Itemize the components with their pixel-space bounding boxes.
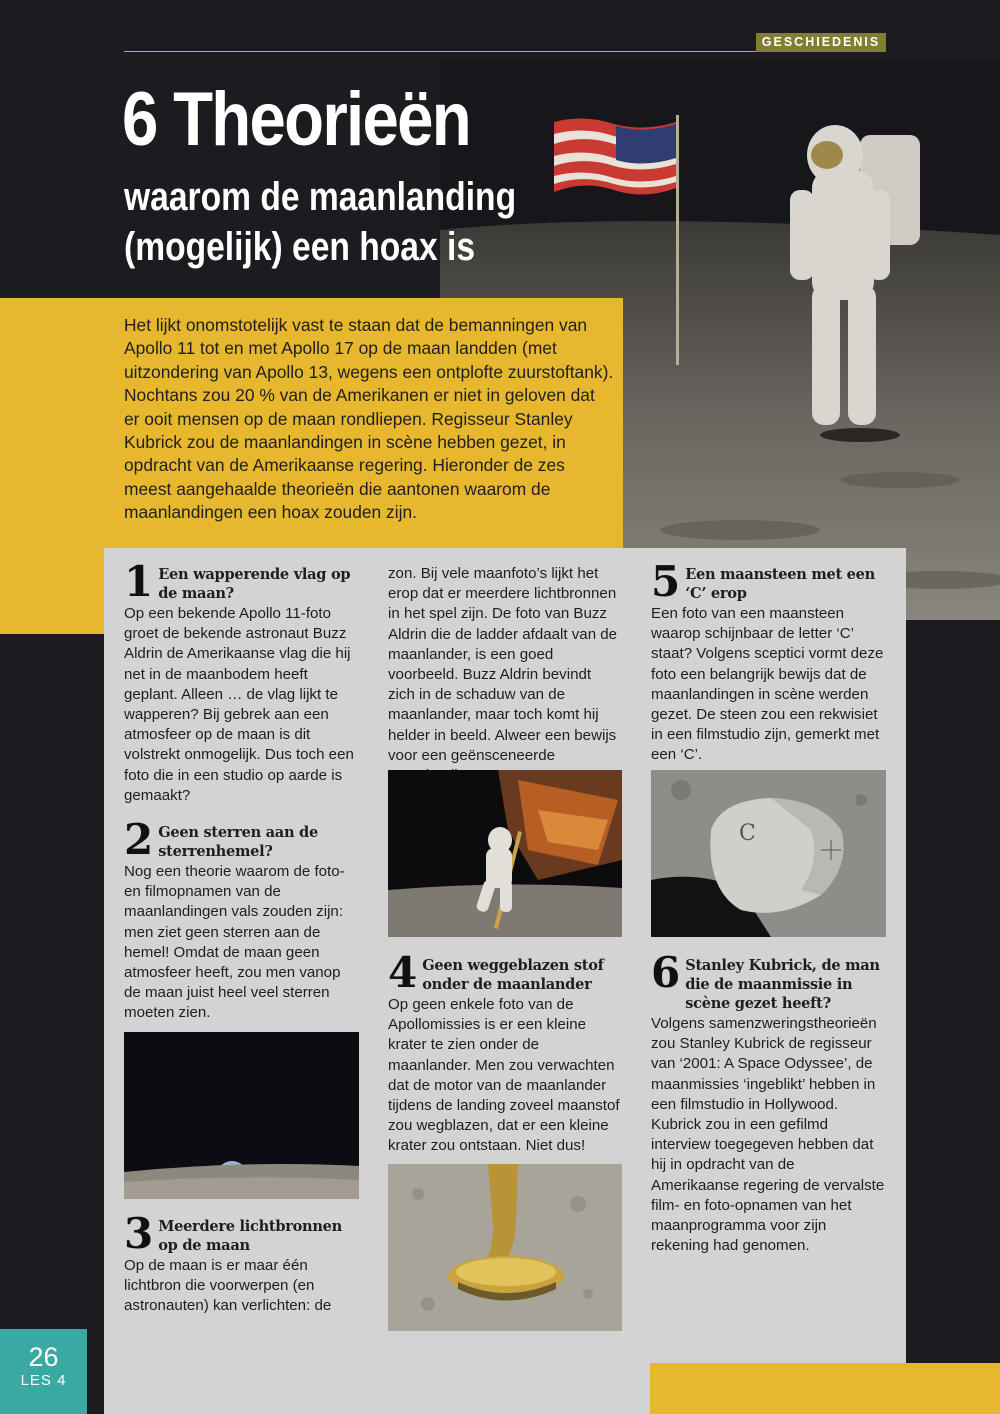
earthrise-photo: [124, 1032, 359, 1199]
theory-1: [124, 557, 358, 806]
theory-heading: Geen sterren aan de sterrenhemel?: [158, 824, 318, 860]
theory-3-continued: [388, 564, 622, 786]
svg-text:C: C: [739, 821, 756, 846]
theory-text: Volgens samenzweringstheorieën zou Stanley Kubrick de regisseur van ‘2001: A Space Odyssee’, de maanmissies ‘ingeblikt’ hebben in een filmstudio in Hollywood. Kubrick zou in een gefilmd interview toegegeven hebben dat hij in opdracht van de Amerikaanse regering de vervalste film- en foto-opnamen van het maanprogramma voor zijn rekening had genomen.: [651, 1015, 885, 1255]
theory-5: [651, 557, 885, 766]
lesson-label: LES 4: [20, 1372, 67, 1389]
theory-heading: Meerdere lichtbronnen op de maan: [158, 1218, 342, 1254]
theory-number: 2: [124, 815, 154, 864]
lander-footpad-photo: [388, 1164, 622, 1331]
lunar-module-ladder-photo: [388, 770, 622, 937]
page-number: 26: [28, 1342, 59, 1372]
theory-heading: Geen weggeblazen stof onder de maanlander: [422, 957, 604, 993]
theory-text: Op geen enkele foto van de Apollomissies is er een kleine krater te zien onder de maanlander. Men zou verwachten dat de motor van de maanlander tijdens de landing zoveel maanstof zou wegblazen, dat er een kleine krater zou ontstaan. Niet dus!: [388, 996, 620, 1155]
theory-number: 3: [124, 1209, 154, 1258]
page-subtitle: [124, 172, 594, 272]
page-title: 6 Theorieën: [122, 77, 470, 162]
footer-accent-bar: [650, 1363, 1000, 1414]
page-number-box: [0, 1329, 87, 1414]
category-tag: GESCHIEDENIS: [756, 33, 886, 52]
theory-number: 1: [124, 557, 154, 606]
theory-number: 5: [651, 557, 681, 606]
subtitle-line-1: waarom de maanlanding: [124, 175, 517, 219]
header-rule: [124, 51, 760, 52]
theory-text: zon. Bij vele maanfoto’s lijkt het erop dat er meerdere lichtbronnen in het spel zijn. De foto van Buzz Aldrin die de ladder afdaalt van de maanlander, is een goed voorbeeld. Buzz Aldrin bevindt zich in de schaduw van de maanlander, maar toch komt hij helder in beeld. Alweer een bewijs voor een geënsceneerde: [388, 565, 618, 764]
theory-text: Op de maan is er maar één lichtbron die voorwerpen (en astronauten) kan verlichten: de: [124, 1257, 332, 1315]
theory-number: 6: [651, 948, 681, 997]
theory-3: [124, 1209, 358, 1317]
moon-rock-photo: [651, 770, 886, 937]
theory-heading: Stanley Kubrick, de man die de maanmissie in scène gezet heeft?: [685, 957, 880, 1012]
theory-heading: Een maansteen met een ‘C’ erop: [685, 566, 875, 602]
theory-6: [651, 948, 885, 1256]
theory-number: 4: [388, 948, 418, 997]
theory-2: [124, 815, 358, 1024]
theory-4: [388, 948, 622, 1157]
theory-text: Op een bekende Apollo 11-foto groet de bekende astronaut Buzz Aldrin de Amerikaanse vlag die hij net in de maanbodem heeft geplant. Alleen … de vlag lijkt te wapperen? Bij gebrek aan een atmosfeer op de maan is dit volstrekt onmogelijk. Dus toch een foto die in een studio op aarde is gemaakt?: [124, 605, 354, 804]
theory-heading: Een wapperende vlag op de maan?: [158, 566, 351, 602]
theory-text: Een foto van een maansteen waarop schijnbaar de letter ‘C’ staat? Volgens sceptici vormt deze foto een belangrijk bewijs dat de maanlandingen in scène werden gezet. De steen zou een rekwisiet in een filmstudio zijn, gemerkt met een ‘C’.: [651, 605, 884, 764]
subtitle-line-2: (mogelijk) een hoax is: [124, 225, 476, 269]
intro-paragraph: Het lijkt onomstotelijk vast te staan dat de bemanningen van Apollo 11 tot en met Apollo 17 op de maan landden (met uitzondering van Apollo 13, wegens een ontplofte zuurstoftank). Nochtans zou 20 % van de Amerikanen er niet in geloven dat er ooit mensen op de maan rondliepen. Regisseur Stanley Kubrick zou de maanlandingen in scène hebben gezet, in opdracht van de Amerikaanse regering. Hieronder de zes meest aangehaalde theorieën die aantonen waarom de maanlandingen een hoax zouden zijn.: [124, 315, 614, 523]
theory-text: Nog een theorie waarom de foto- en filmopnamen van de maanlandingen vals zouden zijn: men ziet geen sterren aan de hemel! Omdat de maan geen atmosfeer heeft, zou men vanop de maan juist heel veel sterren moeten zien.: [124, 863, 345, 1022]
